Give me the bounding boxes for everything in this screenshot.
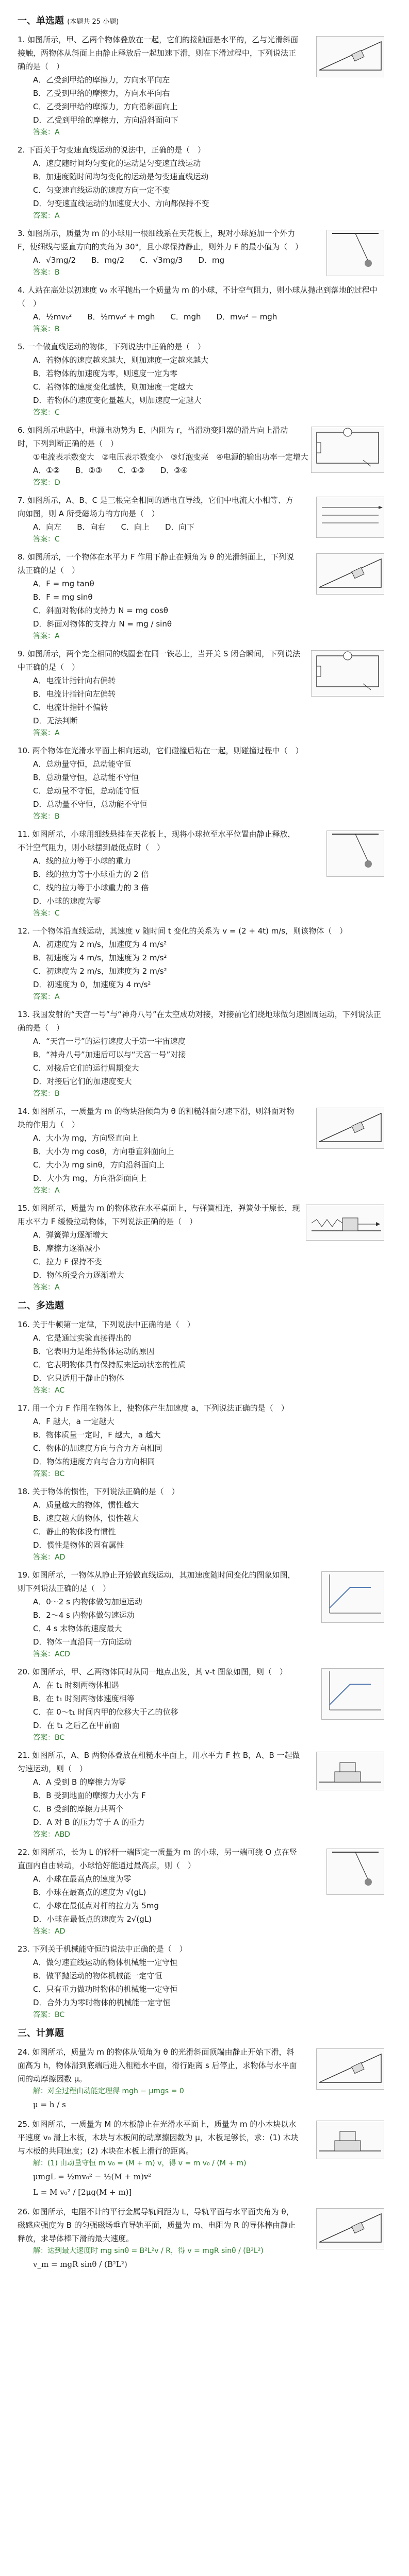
question-option: B．它表明力是维持物体运动的原因: [33, 1347, 155, 1356]
question-text: 如图所示，一物体从静止开始做直线运动，其加速度随时间变化的图象如图，则下列说法正确的是（ ）: [18, 1570, 296, 1593]
question-option: A．F 越大，a 一定越大: [33, 1417, 114, 1426]
question-figure: [316, 553, 384, 595]
question-stem: [18, 340, 388, 353]
question-text: 用一个力 F 作用在物体上，使物体产生加速度 a，下列说法正确的是（ ）: [32, 1403, 289, 1413]
question-text: 如图所示，甲、乙两个物体叠放在一起，它们的接触面是水平的，乙与光滑斜面接触，两物体从斜面上由静止释放后一起加速下滑，则在下滑过程中，下列说法正确的是（ ）: [18, 35, 299, 71]
question-10: [18, 744, 388, 822]
formula: L = M v₀² / [2μg(M + m)]: [33, 2188, 132, 2197]
incline-diagram-icon: [317, 37, 384, 73]
question-5: [18, 340, 388, 418]
question-stem: [18, 143, 388, 157]
question-option: C．匀变速直线运动的速度方向一定不变: [33, 185, 170, 195]
question-18: [18, 1485, 388, 1563]
graph-diagram-icon: [322, 1669, 384, 1715]
question-stem: [18, 744, 388, 757]
question-option: C．4 s 末物体的速度最大: [33, 1624, 122, 1633]
question-22: [18, 1845, 388, 1937]
spring-diagram-icon: [306, 1205, 384, 1236]
question-option: D．若物体的速度变化量越大，则加速度一定越大: [33, 396, 202, 405]
question-option: D．匀变速直线运动的加速度大小、方向都保持不变: [33, 199, 209, 208]
question-2: [18, 143, 388, 222]
question-text: 如图所示，长为 L 的轻杆一端固定一质量为 m 的小球，另一端可绕 O 点在竖直面内自由转动，小球恰好能通过最高点，则（ ）: [18, 1848, 298, 1870]
question-number: 11.: [18, 829, 30, 839]
question-figure: [321, 1668, 384, 1720]
question-number: 17.: [18, 1403, 30, 1413]
question-number: 6.: [18, 426, 25, 435]
question-text: 我国发射的“天宫一号”与“神舟八号”在太空成功对接，对接前它们绕地球做匀速圆周运动，下列说法正确的是（ ）: [18, 1010, 381, 1032]
question-option: A．乙受到甲给的摩擦力，方向水平向左: [33, 75, 170, 84]
question-figure: [326, 1849, 384, 1895]
wires-diagram-icon: [317, 497, 384, 533]
question-option: D．物体的速度方向与合力方向相同: [33, 1457, 155, 1466]
question-7: [18, 494, 388, 545]
answer-line: 解：达到最大速度时 mg sinθ = B²L²v / R，得 v = mgR sinθ / (B²L²): [33, 2247, 264, 2255]
question-option: B．加速度随时间均匀变化的运动是匀变速直线运动: [33, 172, 209, 181]
question-23: [18, 1942, 388, 2021]
question-12: [18, 924, 388, 1003]
question-text: 一个做直线运动的物体，下列说法中正确的是（ ）: [27, 342, 206, 351]
question-13: [18, 1008, 388, 1099]
question-text: 如图所示，质量为 m 的物体从倾角为 θ 的光滑斜面顶端由静止开始下滑，斜面高为 h，物体滑到底端后进入粗糙水平面，滑行距离 s 后停止，求物体与水平面间的动摩擦因数 μ。: [18, 2047, 297, 2083]
question-option: A．F = mg tanθ: [33, 579, 94, 588]
question-24: [18, 2045, 388, 2112]
question-figure: [311, 650, 384, 697]
question-number: 14.: [18, 1107, 30, 1116]
question-option: B．“神舟八号”加速后可以与“天宫一号”对接: [33, 1050, 186, 1059]
question-figure: [316, 36, 384, 77]
circuit-diagram-icon: [312, 651, 384, 692]
question-text: 下列关于机械能守恒的说法中正确的是（ ）: [32, 1944, 187, 1954]
question-number: 8.: [18, 552, 25, 562]
question-option: A．弹簧弹力逐渐增大: [33, 1230, 108, 1240]
question-option: A．向左 B．向右 C．向上 D．向下: [33, 522, 194, 532]
answer-line: 答案：A: [33, 128, 60, 137]
answer-line: 答案：C: [33, 535, 60, 544]
question-option: C．它表明物体具有保持原来运动状态的性质: [33, 1360, 186, 1369]
question-option: B．2～4 s 内物体做匀速运动: [33, 1611, 135, 1620]
question-list-single: [18, 33, 388, 1293]
question-list-calc: [18, 2045, 388, 2272]
question-option: C．若物体的速度变化越快，则加速度一定越大: [33, 382, 193, 392]
answer-line: 答案：B: [33, 1090, 60, 1098]
question-20: [18, 1665, 388, 1743]
question-option: D．它只适用于静止的物体: [33, 1374, 124, 1383]
question-number: 13.: [18, 1010, 30, 1019]
question-option: C．物体的加速度方向与合力方向相同: [33, 1444, 162, 1453]
answer-line: 答案：ABD: [33, 1831, 70, 1839]
question-figure: [326, 230, 384, 276]
answer-line: 答案：AD: [33, 1553, 66, 1562]
answer-line: 答案：A: [33, 729, 60, 737]
pendulum-diagram-icon: [327, 230, 384, 272]
incline-diagram-icon: [317, 1108, 384, 1144]
question-figure: [306, 1205, 384, 1241]
question-option: A．若物体的速度越来越大，则加速度一定越来越大: [33, 355, 209, 365]
question-option: D．物体一直沿同一方向运动: [33, 1637, 132, 1647]
question-number: 1.: [18, 35, 25, 44]
question-figure: [316, 2048, 384, 2090]
question-number: 19.: [18, 1570, 30, 1580]
question-number: 18.: [18, 1487, 30, 1496]
question-3: [18, 227, 388, 278]
question-option: D．A 对 B 的压力等于 A 的重力: [33, 1818, 145, 1827]
question-option: B．物体质量一定时，F 越大，a 越大: [33, 1430, 161, 1439]
question-text: 如图所示，甲、乙两物体同时从同一地点出发，其 v-t 图象如图，则（ ）: [32, 1667, 287, 1676]
question-option: C．线的拉力等于小球重力的 3 倍: [33, 883, 149, 892]
question-option: C．静止的物体没有惯性: [33, 1527, 116, 1536]
question-option: A．在 t₁ 时刻两物体相遇: [33, 1681, 119, 1690]
formula: μ = h / s: [33, 2100, 66, 2109]
question-number: 23.: [18, 1944, 30, 1954]
question-option: A．0～2 s 内物体做匀加速运动: [33, 1597, 142, 1606]
question-text: 如图所示，一质量为 M 的木板静止在光滑水平面上，质量为 m 的小木块以水平速度 v₀ 滑上木板，木块与木板间的动摩擦因数为 μ，木板足够长，求：(1) 木块与木板的共同速度；(2) 木块在木板上滑行的距离。: [18, 2120, 299, 2156]
question-number: 12.: [18, 926, 30, 936]
answer-line: 答案：BC: [33, 1734, 65, 1742]
section-title-text: 三、计算题: [18, 2028, 64, 2039]
question-text: 如图所示，小球用细线悬挂在天花板上，现将小球拉至水平位置由静止释放，不计空气阻力，则小球摆到最低点时（ ）: [18, 829, 296, 852]
question-option: D．合外力为零时物体的机械能一定守恒: [33, 1998, 171, 2007]
question-text: 如图所示，A、B、C 是三根完全相同的通电直导线，它们中电流大小相等、方向如图，则 A 所受磁场力的方向是（ ）: [18, 496, 293, 518]
question-option: D．小球在最低点的速度为 2√(gL): [33, 1914, 152, 1924]
question-number: 9.: [18, 649, 25, 658]
question-16: [18, 1318, 388, 1396]
question-list-multi: [18, 1318, 388, 2021]
section-title-multi: [18, 1298, 388, 1312]
question-option: B．小球在最高点的速度为 √(gL): [33, 1888, 146, 1897]
question-option: A．电流计指针向右偏转: [33, 676, 116, 685]
question-option: D．对接后它们的加速度变大: [33, 1077, 132, 1086]
question-option: D．物体所受合力逐渐增大: [33, 1270, 124, 1280]
question-text: 如图所示电路中，电源电动势为 E、内阻为 r，当滑动变阻器的滑片向上滑动时，下列判断正确的是（ ）: [18, 426, 288, 448]
question-number: 26.: [18, 2207, 30, 2216]
question-option: A．“天宫一号”的运行速度大于第一宇宙速度: [33, 1037, 186, 1046]
question-stem: [18, 1942, 388, 1956]
answer-line: 答案：A: [33, 632, 60, 640]
question-figure: [316, 1752, 384, 1790]
question-figure: [316, 1108, 384, 1149]
question-number: 3.: [18, 229, 25, 238]
answer-line: 答案：C: [33, 909, 60, 918]
answer-line: 答案：A: [33, 212, 60, 220]
question-option: B．速度越大的物体，惯性越大: [33, 1514, 139, 1523]
question-option: A．小球在最高点的速度为零: [33, 1874, 132, 1884]
question-option: B．B 受到地面的摩擦力大小为 F: [33, 1791, 146, 1800]
answer-line: 解：(1) 由动量守恒 m v₀ = (M + m) v，得 v = m v₀ / (M + m): [33, 2159, 247, 2167]
question-19: [18, 1568, 388, 1660]
question-25: [18, 2117, 388, 2200]
answer-line: 答案：BC: [33, 1470, 65, 1478]
question-text: 如图所示，A、B 两物体叠放在粗糙水平面上，用水平力 F 拉 B，A、B 一起做匀速运动，则（ ）: [18, 1751, 300, 1773]
answer-line: 答案：AC: [33, 1386, 65, 1395]
question-option: A．它是通过实验直接得出的: [33, 1333, 132, 1343]
question-11: [18, 827, 388, 919]
question-option: D．初速度为 0，加速度为 4 m/s²: [33, 980, 151, 989]
question-option: C．小球在最低点对杆的拉力为 5mg: [33, 1901, 159, 1910]
question-option: B．摩擦力逐渐减小: [33, 1244, 101, 1253]
question-option: B．做平抛运动的物体机械能一定守恒: [33, 1971, 162, 1980]
question-option: C．只有重力做功时物体的机械能一定守恒: [33, 1985, 178, 1994]
question-option: D．无法判断: [33, 716, 78, 725]
question-option: B．线的拉力等于小球重力的 2 倍: [33, 870, 149, 879]
question-option: A．速度随时间均匀变化的运动是匀变速直线运动: [33, 159, 201, 168]
answer-line: 答案：BC: [33, 2011, 65, 2019]
question-number: 15.: [18, 1204, 30, 1213]
question-option: D．惯性是物体的固有属性: [33, 1540, 124, 1550]
blocks-diagram-icon: [317, 1752, 384, 1786]
question-figure: [316, 497, 384, 538]
question-15: [18, 1201, 388, 1293]
question-option: C．拉力 F 保持不变: [33, 1257, 102, 1266]
question-option: D．斜面对物体的支持力 N = mg / sinθ: [33, 619, 172, 629]
question-stem: [18, 1318, 388, 1331]
answer-line: 答案：C: [33, 409, 60, 417]
question-option: D．在 t₁ 之后乙在甲前面: [33, 1721, 120, 1730]
question-option: B．初速度为 4 m/s，加速度为 2 m/s²: [33, 953, 167, 962]
question-option: B．电流计指针向左偏转: [33, 689, 116, 699]
question-number: 22.: [18, 1848, 30, 1857]
blocks-diagram-icon: [317, 2121, 384, 2155]
question-stem: [18, 1485, 388, 1498]
question-stem: [18, 924, 388, 938]
question-option: A．A 受到 B 的摩擦力为零: [33, 1777, 126, 1787]
question-9: [18, 647, 388, 739]
pendulum-diagram-icon: [327, 1849, 384, 1890]
question-21: [18, 1749, 388, 1840]
section-title-single: [18, 13, 388, 27]
question-text: 下面关于匀变速直线运动的说法中，正确的是（ ）: [27, 145, 206, 155]
question-text: 人站在高处以初速度 v₀ 水平抛出一个质量为 m 的小球，不计空气阻力，则小球从抛出到落地的过程中（ ）: [18, 285, 378, 308]
question-number: 25.: [18, 2120, 30, 2129]
question-option: A．做匀速直线运动的物体机械能一定守恒: [33, 1958, 178, 1967]
answer-line: 答案：ACD: [33, 1650, 70, 1658]
question-text: 一个物体沿直线运动，其速度 v 随时间 t 变化的关系为 v = (2 + 4t) m/s，则该物体（ ）: [32, 926, 348, 936]
question-option: D．总动量不守恒，总动能不守恒: [33, 800, 148, 809]
question-stem: [18, 1008, 388, 1035]
answer-line: 答案：B: [33, 268, 60, 277]
section-title-calc: [18, 2026, 388, 2039]
answer-line: 答案：D: [33, 479, 60, 487]
circuit-diagram-icon: [312, 427, 384, 468]
answer-line: 答案：A: [33, 1187, 60, 1195]
question-option: C．大小为 mg sinθ，方向沿斜面向上: [33, 1160, 165, 1170]
question-number: 7.: [18, 496, 25, 505]
question-option: C．电流计指针不偏转: [33, 703, 108, 712]
question-option: C．在 0～t₁ 时间内甲的位移大于乙的位移: [33, 1707, 178, 1717]
question-text: 两个物体在光滑水平面上相向运动，它们碰撞后粘在一起，则碰撞过程中（ ）: [32, 746, 303, 755]
question-option: B．总动量守恒，总动能不守恒: [33, 773, 139, 782]
incline-diagram-icon: [317, 2049, 384, 2085]
question-option: B．乙受到甲给的摩擦力，方向水平向右: [33, 89, 170, 98]
answer-line: 答案：A: [33, 1283, 60, 1292]
question-option: B．大小为 mg cosθ，方向垂直斜面向上: [33, 1147, 174, 1156]
question-number: 16.: [18, 1320, 30, 1329]
question-option: A．质量越大的物体，惯性越大: [33, 1500, 139, 1510]
question-8: [18, 550, 388, 642]
section-title-text: 一、单选题: [18, 15, 64, 26]
question-text: 如图所示，电阻不计的平行金属导轨间距为 L，导轨平面与水平面夹角为 θ，磁感应强度为 B 的匀强磁场垂直导轨平面，质量为 m、电阻为 R 的导体棒由静止释放，求导体棒下滑的最大速度。: [18, 2207, 296, 2243]
question-number: 10.: [18, 746, 30, 755]
pendulum-diagram-icon: [327, 831, 384, 872]
question-6: [18, 423, 388, 488]
question-number: 2.: [18, 145, 25, 155]
question-number: 21.: [18, 1751, 30, 1760]
question-text: 关于牛顿第一定律，下列说法中正确的是（ ）: [32, 1320, 195, 1329]
question-14: [18, 1105, 388, 1196]
question-option: A．总动量守恒，总动能守恒: [33, 759, 132, 769]
question-4: [18, 283, 388, 335]
question-1: [18, 33, 388, 138]
question-text: 如图所示，质量为 m 的物体放在水平桌面上，与弹簧相连，弹簧处于原长，现用水平力 F 缓慢拉动物体，下列说法正确的是（ ）: [18, 1204, 300, 1226]
graph-diagram-icon: [322, 1572, 384, 1618]
question-figure: [311, 427, 384, 473]
question-option: B．若物体的加速度为零，则速度一定为零: [33, 369, 178, 378]
question-option: C．乙受到甲给的摩擦力，方向沿斜面向上: [33, 102, 178, 111]
answer-line: 答案：B: [33, 325, 60, 333]
question-text: 如图所示，两个完全相同的线圈套在同一铁芯上，当开关 S 闭合瞬间，下列说法中正确的是（ ）: [18, 649, 301, 672]
question-stem: [18, 283, 388, 310]
formula: v_m = mgR sinθ / (B²L²): [33, 2260, 127, 2269]
question-figure: [316, 2121, 384, 2159]
question-text: 如图所示，一质量为 m 的物块沿倾角为 θ 的粗糙斜面匀速下滑，则斜面对物块的作用力（ ）: [18, 1107, 295, 1129]
question-option: A．①② B．②③ C．①③ D．③④: [33, 466, 188, 475]
section-title-text: 二、多选题: [18, 1300, 64, 1311]
question-17: [18, 1401, 388, 1480]
answer-line: 答案：B: [33, 812, 60, 821]
incline-diagram-icon: [317, 554, 384, 590]
question-option: B．在 t₁ 时刻两物体速度相等: [33, 1694, 135, 1703]
question-option: D．乙受到甲给的摩擦力，方向沿斜面向下: [33, 115, 178, 125]
question-26: [18, 2205, 388, 2272]
question-number: 5.: [18, 342, 25, 351]
question-number: 24.: [18, 2047, 30, 2057]
question-stem: [18, 1401, 388, 1415]
question-option: A．½mv₀² B．½mv₀² + mgh C．mgh D．mv₀² − mgh: [33, 312, 277, 321]
question-option: D．小球的速度为零: [33, 896, 101, 906]
question-number: 20.: [18, 1667, 30, 1676]
question-option: A．√3mg/2 B．mg/2 C．√3mg/3 D．mg: [33, 256, 225, 265]
question-figure: [326, 831, 384, 877]
question-text: 关于物体的惯性，下列说法正确的是（ ）: [32, 1487, 179, 1496]
question-option: C．初速度为 2 m/s，加速度为 2 m/s²: [33, 967, 167, 976]
formula: μmgL = ½mv₀² − ½(M + m)v²: [33, 2172, 152, 2181]
answer-line: 答案：A: [33, 993, 60, 1001]
question-option: A．大小为 mg，方向竖直向上: [33, 1133, 139, 1143]
question-text: 如图所示，一个物体在水平力 F 作用下静止在倾角为 θ 的光滑斜面上，下列说法正确的是（ ）: [18, 552, 294, 575]
question-option: C．B 受到的摩擦力共两个: [33, 1804, 124, 1814]
question-number: 4.: [18, 285, 25, 295]
question-option: C．对接后它们的运行周期变大: [33, 1063, 139, 1073]
question-text: 如图所示，质量为 m 的小球用一根细线系在天花板上，现对小球施加一个外力 F，使细线与竖直方向的夹角为 30°，且小球保持静止，则外力 F 的最小值为（ ）: [18, 229, 303, 251]
question-option: ①电流表示数变大 ②电压表示数变小 ③灯泡变亮 ④电源的输出功率一定增大: [33, 452, 308, 462]
question-option: B．F = mg sinθ: [33, 592, 93, 602]
question-option: A．线的拉力等于小球的重力: [33, 856, 132, 866]
answer-line: 解：对全过程由动能定理得 mgh − μmgs = 0: [33, 2087, 184, 2095]
question-figure: [321, 1571, 384, 1623]
question-option: D．大小为 mg，方向沿斜面向上: [33, 1174, 147, 1183]
answer-line: 答案：AD: [33, 1927, 66, 1936]
question-figure: [316, 2208, 384, 2249]
question-option: C．总动量不守恒，总动能守恒: [33, 786, 139, 795]
question-option: A．初速度为 2 m/s，加速度为 4 m/s²: [33, 940, 167, 949]
question-option: C．斜面对物体的支持力 N = mg cosθ: [33, 606, 168, 615]
incline-diagram-icon: [317, 2209, 384, 2245]
section-note: (本题共 25 小题): [67, 18, 119, 26]
